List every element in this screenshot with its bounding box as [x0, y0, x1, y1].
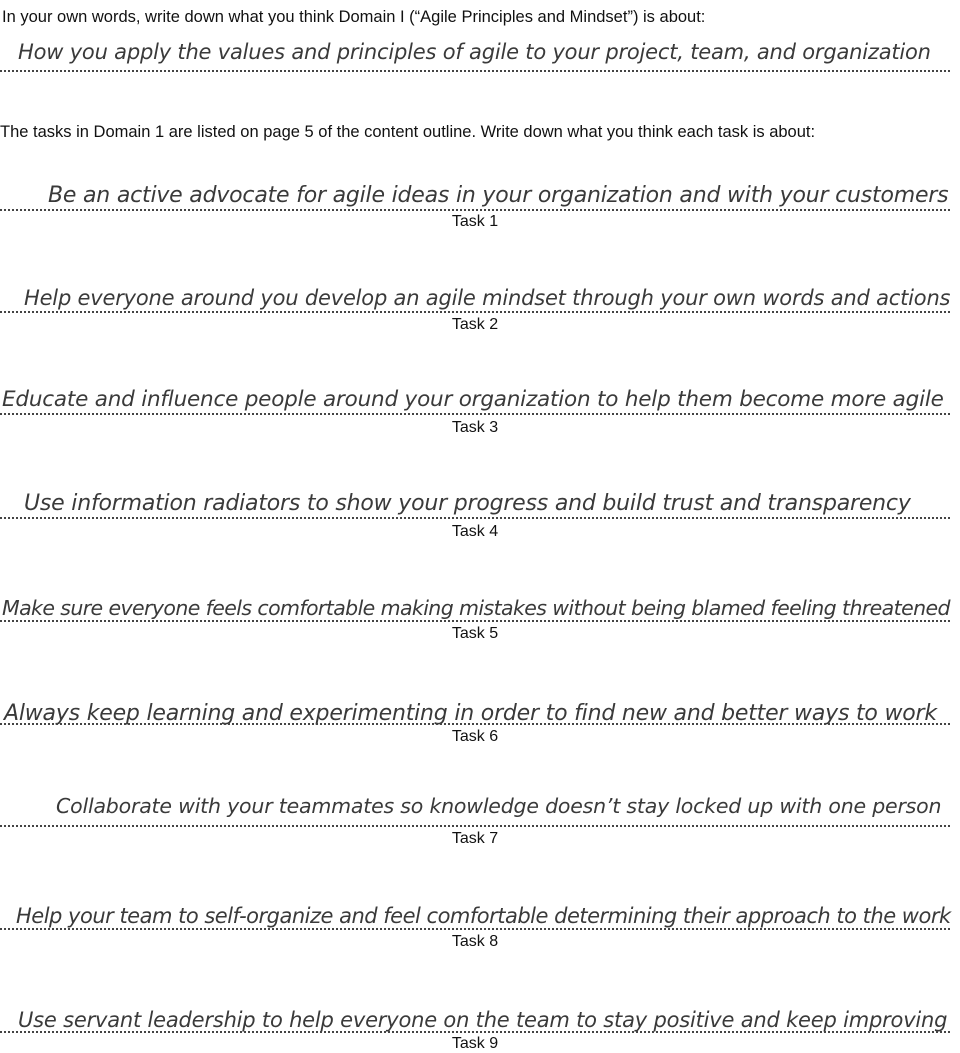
task-4-answer-line — [0, 517, 950, 519]
task-4-label: Task 4 — [451, 523, 499, 540]
task-7-label: Task 7 — [451, 830, 499, 847]
task-1-answer-line — [0, 209, 950, 211]
task-8-answer-line — [0, 928, 950, 930]
task-2-answer[interactable]: Help everyone around you develop an agile mindset through your own words and actions — [24, 286, 951, 310]
task-9-label: Task 9 — [451, 1035, 499, 1052]
domain-answer-line — [0, 70, 950, 72]
tasks-question: The tasks in Domain 1 are listed on page 5 of the content outline. Write down what you think each task is about: — [0, 123, 816, 141]
domain-question: In your own words, write down what you think Domain I (“Agile Principles and Mindset”) is about: — [2, 8, 706, 26]
task-1-answer[interactable]: Be an active advocate for agile ideas in your organization and with your customers — [48, 183, 949, 208]
task-1-label: Task 1 — [451, 213, 499, 230]
task-3-label: Task 3 — [451, 419, 499, 436]
task-9-answer-line — [0, 1031, 950, 1033]
task-9-answer[interactable]: Use servant leadership to help everyone on the team to stay positive and keep improving — [18, 1008, 948, 1032]
task-6-answer[interactable]: Always keep learning and experimenting in order to find new and better ways to work — [4, 701, 937, 726]
task-2-answer-line — [0, 311, 950, 313]
task-5-answer[interactable]: Make sure everyone feels comfortable making mistakes without being blamed feeling threatened — [2, 596, 950, 620]
task-2-label: Task 2 — [451, 316, 499, 333]
task-3-answer-line — [0, 413, 950, 415]
task-5-answer-line — [0, 620, 950, 622]
task-7-answer[interactable]: Collaborate with your teammates so knowledge doesn’t stay locked up with one person — [56, 794, 942, 818]
task-5-label: Task 5 — [451, 625, 499, 642]
task-7-answer-line — [0, 825, 950, 827]
task-8-label: Task 8 — [451, 933, 499, 950]
domain-answer[interactable]: How you apply the values and principles of agile to your project, team, and organization — [18, 40, 931, 64]
task-6-answer-line — [0, 723, 950, 725]
task-6-label: Task 6 — [451, 728, 499, 745]
task-4-answer[interactable]: Use information radiators to show your progress and build trust and transparency — [24, 491, 911, 516]
task-8-answer[interactable]: Help your team to self-organize and feel comfortable determining their approach to the work — [16, 904, 951, 928]
task-3-answer[interactable]: Educate and influence people around your organization to help them become more agile — [2, 387, 944, 412]
